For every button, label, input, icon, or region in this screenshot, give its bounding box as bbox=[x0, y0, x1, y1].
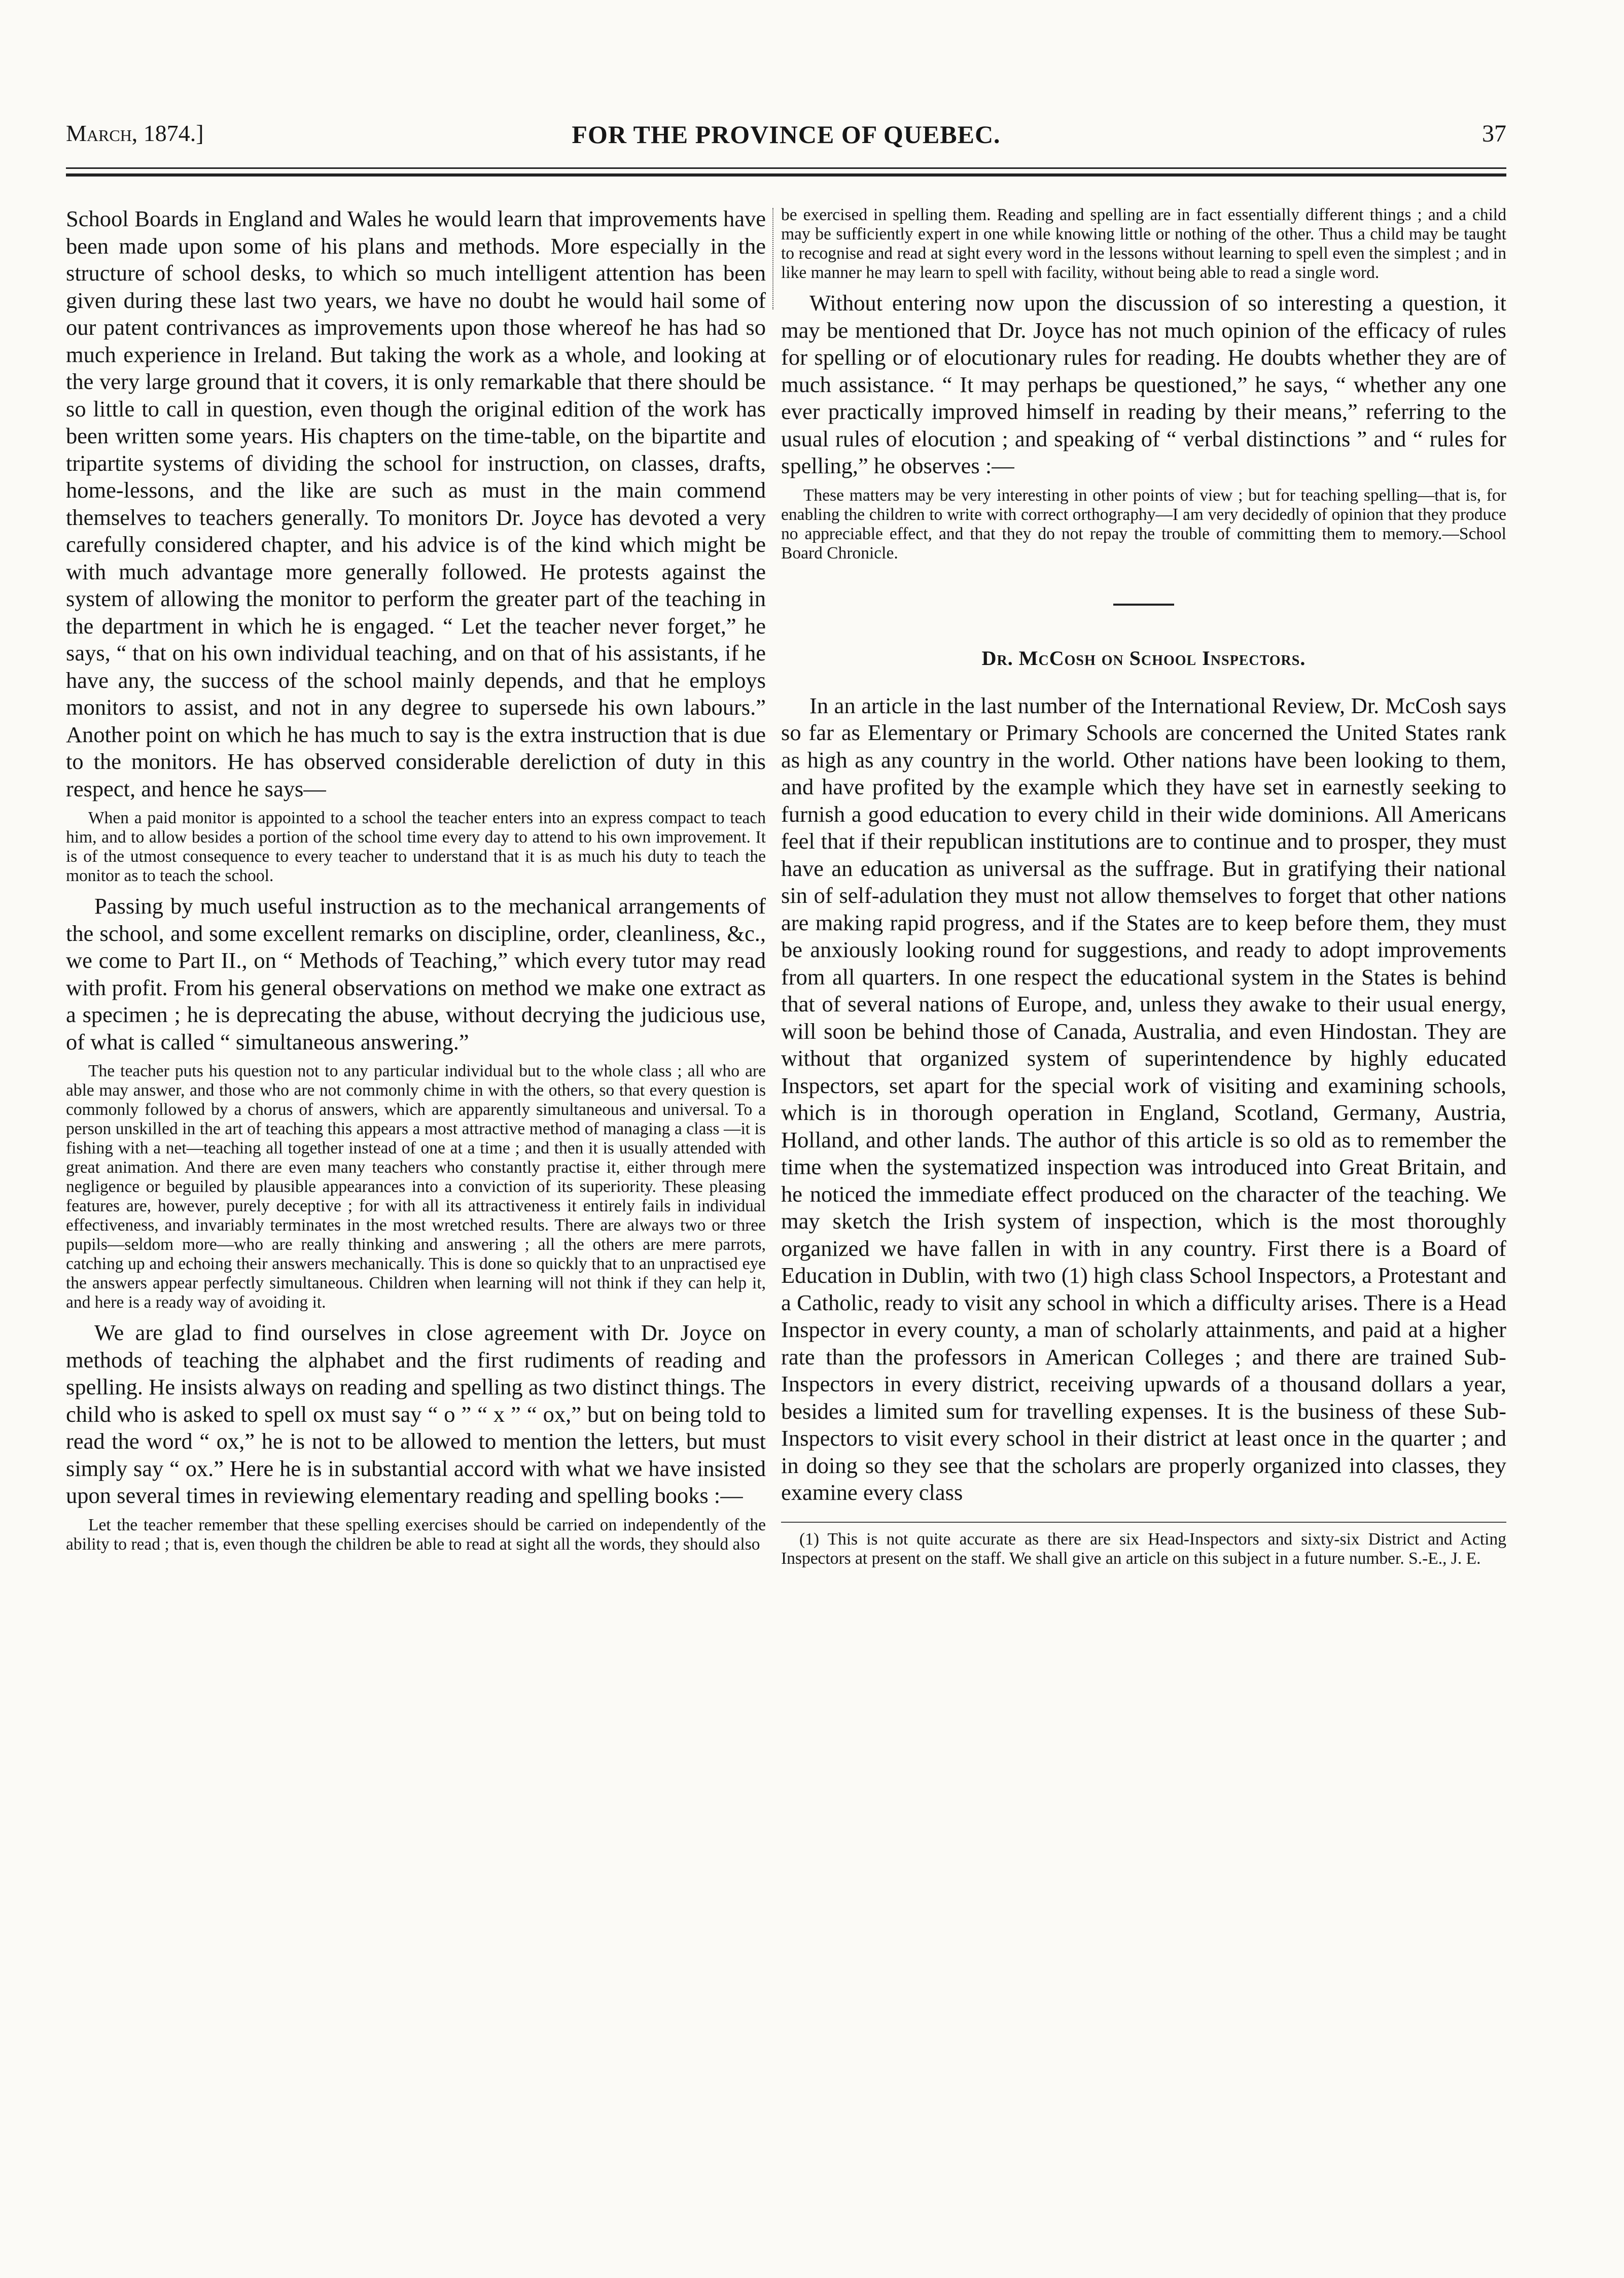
left-column bbox=[66, 205, 766, 1561]
header-rule-thin bbox=[66, 167, 1506, 169]
footnote-rule bbox=[781, 1522, 1506, 1523]
right-column bbox=[781, 205, 1506, 1568]
section-heading: Dr. McCosh on School Inspectors. bbox=[981, 646, 1306, 670]
paragraph-methods-of-teaching: Passing by much useful instruction as to the mechanical arrangements of the school, and some excellent remarks on discipline, order, cleanliness, &c., we come to Part II., on “ Methods of Teaching,” which every tutor may read with profit. From his general observations on method we make one extract as a specimen ; he is deprecating the abuse, without decrying the judicious use, of what is called “ simultaneous answering.” bbox=[66, 893, 766, 1055]
quote-monitor: When a paid monitor is appointed to a school the teacher enters into an express compact to teach him, and to allow besides a portion of the school time every day to attend to his own improvement. It is of the utmost consequence to every teacher to understand that it is as much his duty to teach the monitor as to teach the school. bbox=[66, 809, 766, 885]
quote-simultaneous-answering: The teacher puts his question not to any particular individual but to the whole class ; all who are able may answer, and those who are not commonly chime in with the others, so that every question is commonly followed by a chorus of answers, which are apparently simultaneous and universal. To a person unskilled in the art of teaching this appears a most attractive method of managing a class —it is fishing with a net—teaching all together instead of one at a time ; and then it is usually attended with great animation. And there are even many teachers who constantly practise it, either through mere negligence or beguiled by plausible appearances into a conviction of its superiority. These pleasing features are, however, purely deceptive ; for with all its attractiveness it entirely fails in individual effectiveness, and invariably terminates in the most wretched results. There are always two or three pupils—seldom more—who are really thinking and answering ; all the others are mere parrots, catching up and echoing their answers mechanically. This is done so quickly that to an unpractised eye the answers appear perfectly simultaneous. Children when learning will not think if they can help it, and here is a ready way of avoiding it. bbox=[66, 1062, 766, 1312]
paragraph-rules-for-spelling: Without entering now upon the discussion of so interesting a question, it may be mentioned that Dr. Joyce has not much opinion of the efficacy of rules for spelling or of elocutionary rules for reading. He doubts whether they are of much assistance. “ It may perhaps be questioned,” he says, “ whether any one ever practically improved himself in reading by their means,” referring to the usual rules of elocution ; and speaking of “ verbal distinctions ” and “ rules for spelling,” he observes :— bbox=[781, 290, 1506, 478]
header-title: FOR THE PROVINCE OF QUEBEC. bbox=[572, 120, 1001, 149]
header-rule-thick bbox=[66, 173, 1506, 177]
footnote: (1) This is not quite accurate as there are six Head-Inspectors and sixty-six District and Acting Inspectors at present on the staff. We shall give an article on this subject in a future number. S.-E., J. E. bbox=[781, 1529, 1506, 1568]
section-separator bbox=[1113, 604, 1174, 606]
paragraph-joyce-review: School Boards in England and Wales he would learn that improvements have been made upon some of his plans and methods. More especially in the structure of school desks, to which so much intelligent attention has been given during these last two years, we have no doubt he would hail some of our patent contrivances as improvements upon those whereof he has had so much experience in Ireland. But taking the work as a whole, and looking at the very large ground that it covers, it is only remarkable that there should be so little to call in question, even though the original edition of the work has been written some years. His chapters on the time-table, on the bipartite and tripartite systems of dividing the school for instruction, on classes, drafts, home-lessons, and the like are such as must in the main commend themselves to teachers generally. To monitors Dr. Joyce has devoted a very carefully considered chapter, and his advice is of the kind which might be with much advantage more generally followed. He protests against the system of allowing the monitor to perform the greater part of the teaching in the department in which he is engaged. “ Let the teacher never forget,” he says, “ that on his own individual teaching, and on that of his assistants, if he have any, the success of the school mainly depends, and that he employs monitors to assist, and not in any degree to supersede his own labours.” Another point on which he has much to say is the extra instruction that is due to the monitors. He has observed considerable dereliction of duty in this respect, and hence he says— bbox=[66, 206, 766, 801]
quote-school-board-chronicle: These matters may be very interesting in other points of view ; but for teaching spelling—that is, for enabling the children to write with correct orthography—I am very decidedly of opinion that they produce no appreciable effect, and that they do not repay the trouble of committing them to memory.—School Board Chronicle. bbox=[781, 485, 1506, 563]
page-number: 37 bbox=[1482, 120, 1506, 147]
header-date: March, 1874.] bbox=[66, 120, 204, 146]
quote-spelling-exercises: Let the teacher remember that these spelling exercises should be carried on independently of the ability to read ; that is, even though the children be able to read at sight all the words, they should also bbox=[66, 1515, 766, 1554]
quote-spelling-exercises-continued: be exercised in spelling them. Reading and spelling are in fact essentially different things ; and a child may be sufficiently expert in one while knowing little or nothing of the other. Thus a child may be taught to recognise and read at sight every word in the lessons without learning to spell even the simplest ; and in like manner he may learn to spell with facility, without being able to read a single word. bbox=[781, 205, 1506, 282]
paragraph-mccosh-inspectors: In an article in the last number of the International Review, Dr. McCosh says so far as Elementary or Primary Schools are concerned the United States rank as high as any country in the world. Other nations have been looking to them, and have profited by the example which they have set in earnestly seeking to furnish a good education to every child in their wide dominions. All Americans feel that if their republican institutions are to continue and to prosper, they must have an education as universal as the suffrage. But in gratifying their national sin of self-adulation they must not allow themselves to forget that other nations are making rapid progress, and if the States are to keep before them, they must be anxiously looking round for suggestions, and ready to adopt improvements from all quarters. In one respect the educational system in the States is behind that of several nations of Europe, and, unless they awake to their usual energy, will soon be behind those of Canada, Australia, and even Hindostan. They are without that organized system of superintendence by highly educated Inspectors, set apart for the special work of visiting and examining schools, which is in thorough operation in England, Scotland, Germany, Austria, Holland, and other lands. The author of this article is so old as to remember the time when the systematized inspection was introduced into Great Britain, and he noticed the immediate effect produced on the character of the teaching. We may sketch the Irish system of inspection, which is the most thoroughly organized we have fallen in with in any country. First there is a Board of Education in Dublin, with two (1) high class School Inspectors, a Protestant and a Catholic, ready to visit any school in which a difficulty arises. There is a Head Inspector in every county, a man of scholarly attainments, and paid at a higher rate than the professors in American Colleges ; and there are trained Sub-Inspectors in every district, receiving upwards of a thousand dollars a year, besides a limited sum for travelling expenses. It is the business of these Sub-Inspectors to visit every school in their district at least once in the quarter ; and in doing so they see that the scholars are properly organized into classes, they examine every class bbox=[781, 692, 1506, 1505]
column-divider bbox=[772, 208, 773, 309]
running-header bbox=[66, 120, 1506, 160]
paragraph-reading-and-spelling: We are glad to find ourselves in close agreement with Dr. Joyce on methods of teaching the alphabet and the first rudiments of reading and spelling. He insists always on reading and spelling as two distinct things. The child who is asked to spell ox must say “ o ” “ x ” “ ox,” but on being told to read the word “ ox,” he is not to be allowed to mention the letters, but must simply say “ ox.” Here he is in substantial accord with what we have insisted upon several times in reviewing elementary reading and spelling books :— bbox=[66, 1320, 766, 1508]
